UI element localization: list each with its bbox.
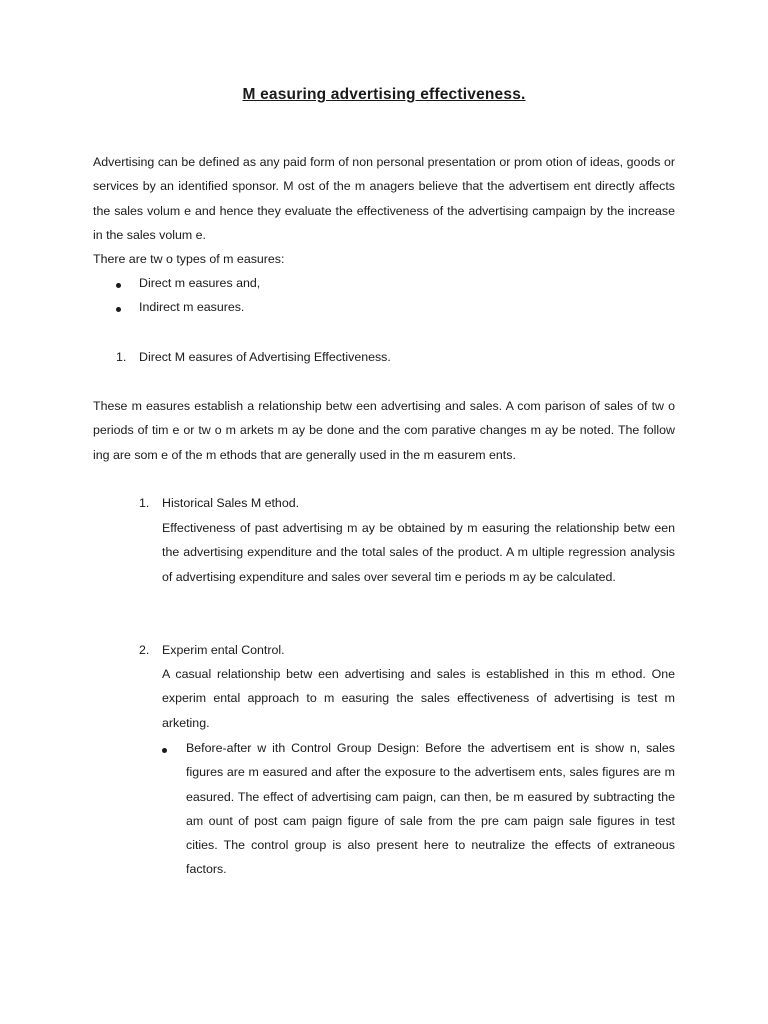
- method-text-historical: Effectiveness of past advertising m ay be obtained by m easuring the relationship betw een the advertising expenditure and the total sales of the product. A m ultiple regression analysis of advertising expenditure and sales over several tim e periods m ay be calculated.: [162, 521, 675, 584]
- bullet-icon: [116, 307, 121, 312]
- method-text-experimental: A casual relationship betw een advertising and sales is established in this m ethod. One experim ental approach to m easuring the sales effectiveness of advertising is test m arketing.: [162, 667, 675, 730]
- method-heading-historical: Historical Sales M ethod.: [162, 496, 300, 510]
- section-paragraph: These m easures establish a relationship betw een advertising and sales. A com parison of sales of tw o periods of tim e or tw o m arkets m ay be done and the com parative changes m ay be noted. The follow ing are som e of the m ethods that are generally used in the m easurem ents.: [93, 399, 675, 462]
- type-item-direct: Direct m easures and,: [139, 276, 261, 290]
- intro-paragraph: Advertising can be defined as any paid form of non personal presentation or prom otion of ideas, goods or services by an identified sponsor. M ost of the m anagers believe that the advertisem ent directly affects the sales volum e and hence they evaluate the effectiveness of the advertising campaign by the increase in the sales volum e.: [93, 155, 675, 242]
- method-bullet-control-group: Before-after w ith Control Group Design: Before the advertisem ent is show n, sales figures are m easured and after the exposure to the advertisem ents, sales figures are m easured. The effect of advertising cam paign, can then, be m easured by subtracting the am ount of post cam paign figure of sale from the pre cam paign sale figures in test cities. The control group is also present here to neutralize the effects of extraneous factors.: [186, 741, 675, 877]
- section-heading: Direct M easures of Advertising Effectiveness.: [139, 350, 391, 364]
- section-number: 1.: [116, 350, 127, 364]
- method-heading-experimental: Experim ental Control.: [162, 643, 285, 657]
- bullet-icon: [116, 283, 121, 288]
- bullet-icon: [162, 748, 167, 753]
- method-number: 2.: [139, 643, 150, 657]
- method-number: 1.: [139, 496, 150, 510]
- page-title: M easuring advertising effectiveness.: [242, 86, 526, 103]
- types-intro-line: There are tw o types of m easures:: [93, 252, 285, 266]
- type-item-indirect: Indirect m easures.: [139, 300, 245, 314]
